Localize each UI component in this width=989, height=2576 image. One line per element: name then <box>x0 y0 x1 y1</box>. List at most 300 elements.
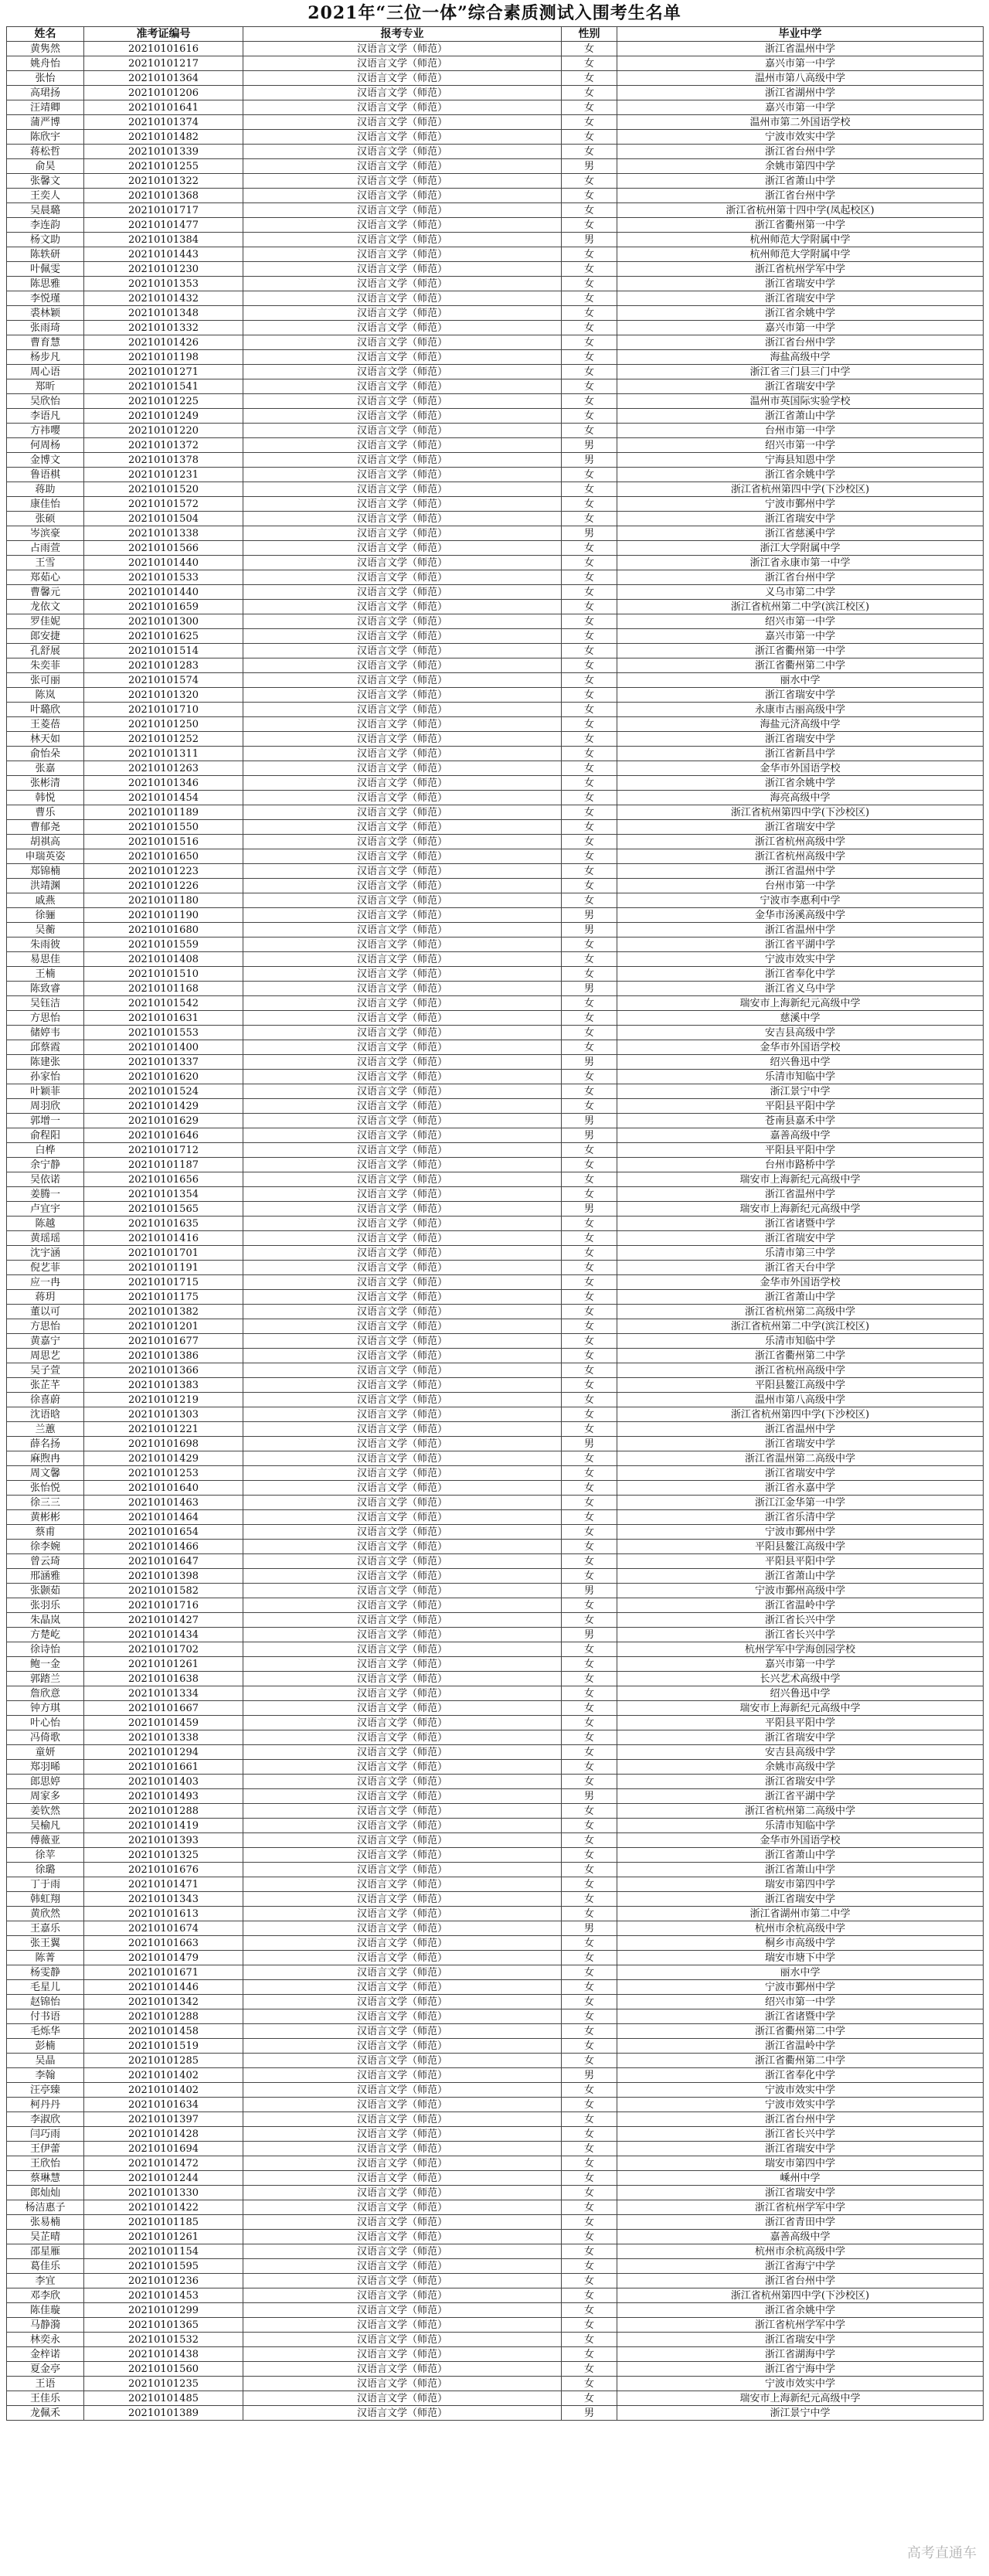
cell-major: 汉语言文学（师范） <box>243 1437 562 1451</box>
cell-major: 汉语言文学（师范） <box>243 1334 562 1349</box>
table-row <box>7 203 984 218</box>
cell-name: 李连韵 <box>7 218 84 233</box>
cell-name: 李悦瑾 <box>7 291 84 306</box>
cell-school: 浙江省宁海中学 <box>617 2362 984 2377</box>
cell-gender: 女 <box>562 497 617 512</box>
cell-school: 浙江省瑞安中学 <box>617 277 984 291</box>
cell-major: 汉语言文学（师范） <box>243 1070 562 1084</box>
cell-gender: 男 <box>562 1437 617 1451</box>
cell-major: 汉语言文学（师范） <box>243 1921 562 1936</box>
cell-exam-id: 20210101472 <box>84 2156 243 2171</box>
table-row <box>7 2303 984 2318</box>
cell-school: 浙江大学附属中学 <box>617 541 984 556</box>
cell-exam-id: 20210101485 <box>84 2391 243 2406</box>
cell-major: 汉语言文学（师范） <box>243 1701 562 1716</box>
cell-gender: 女 <box>562 1451 617 1466</box>
cell-major: 汉语言文学（师范） <box>243 1099 562 1114</box>
cell-name: 黄瑶瑶 <box>7 1231 84 1246</box>
cell-name: 赵锦怡 <box>7 1995 84 2009</box>
cell-exam-id: 20210101303 <box>84 1407 243 1422</box>
cell-name: 陈思雅 <box>7 277 84 291</box>
cell-major: 汉语言文学（师范） <box>243 952 562 967</box>
cell-school: 绍兴市第一中学 <box>617 1995 984 2009</box>
cell-exam-id: 20210101389 <box>84 2406 243 2421</box>
cell-gender: 女 <box>562 1393 617 1407</box>
cell-gender: 女 <box>562 394 617 409</box>
cell-school: 浙江省台州中学 <box>617 2274 984 2288</box>
cell-exam-id: 20210101338 <box>84 526 243 541</box>
cell-exam-id: 20210101374 <box>84 115 243 130</box>
cell-name: 王菱蓓 <box>7 717 84 732</box>
cell-school: 嘉兴市第一中学 <box>617 629 984 644</box>
cell-name: 郎思婷 <box>7 1775 84 1789</box>
cell-name: 陈欣宇 <box>7 130 84 145</box>
cell-name: 周家多 <box>7 1789 84 1804</box>
cell-name: 张可丽 <box>7 673 84 688</box>
table-row <box>7 1584 984 1598</box>
cell-gender: 女 <box>562 747 617 761</box>
cell-school: 宁波市效实中学 <box>617 2083 984 2098</box>
cell-exam-id: 20210101656 <box>84 1172 243 1187</box>
cell-name: 余宁静 <box>7 1158 84 1172</box>
cell-gender: 女 <box>562 1980 617 1995</box>
cell-major: 汉语言文学（师范） <box>243 1084 562 1099</box>
cell-exam-id: 20210101646 <box>84 1128 243 1143</box>
cell-major: 汉语言文学（师范） <box>243 2098 562 2112</box>
cell-exam-id: 20210101300 <box>84 614 243 629</box>
cell-name: 曹乐 <box>7 805 84 820</box>
cell-major: 汉语言文学（师范） <box>243 1613 562 1628</box>
cell-name: 童妍 <box>7 1745 84 1760</box>
cell-exam-id: 20210101342 <box>84 1995 243 2009</box>
cell-school: 浙江省奉化中学 <box>617 2068 984 2083</box>
table-row <box>7 130 984 145</box>
cell-name: 汪亭臻 <box>7 2083 84 2098</box>
cell-exam-id: 20210101294 <box>84 1745 243 1760</box>
cell-gender: 女 <box>562 2112 617 2127</box>
cell-major: 汉语言文学（师范） <box>243 218 562 233</box>
cell-school: 浙江省温州第二高级中学 <box>617 1451 984 1466</box>
cell-exam-id: 20210101453 <box>84 2288 243 2303</box>
table-row <box>7 1305 984 1319</box>
cell-exam-id: 20210101189 <box>84 805 243 820</box>
cell-exam-id: 20210101206 <box>84 86 243 100</box>
cell-exam-id: 20210101168 <box>84 982 243 996</box>
table-row <box>7 277 984 291</box>
cell-name: 郑茹心 <box>7 570 84 585</box>
cell-name: 张嘉 <box>7 761 84 776</box>
table-row <box>7 1760 984 1775</box>
cell-major: 汉语言文学（师范） <box>243 2377 562 2391</box>
cell-major: 汉语言文学（师范） <box>243 1584 562 1598</box>
cell-gender: 女 <box>562 262 617 277</box>
table-row <box>7 1172 984 1187</box>
cell-name: 高珺扬 <box>7 86 84 100</box>
table-row <box>7 1833 984 1848</box>
cell-exam-id: 20210101250 <box>84 717 243 732</box>
cell-exam-id: 20210101550 <box>84 820 243 835</box>
table-row <box>7 1349 984 1363</box>
cell-exam-id: 20210101191 <box>84 1261 243 1275</box>
cell-school: 浙江省杭州第二中学(滨江校区) <box>617 600 984 614</box>
table-row <box>7 1422 984 1437</box>
cell-major: 汉语言文学（师范） <box>243 1995 562 2009</box>
cell-major: 汉语言文学（师范） <box>243 2083 562 2098</box>
cell-name: 陈建张 <box>7 1055 84 1070</box>
cell-school: 金华市汤溪高级中学 <box>617 908 984 923</box>
cell-name: 张易楠 <box>7 2215 84 2230</box>
cell-school: 乐清市知临中学 <box>617 1819 984 1833</box>
cell-name: 陈佳璇 <box>7 2303 84 2318</box>
cell-exam-id: 20210101647 <box>84 1554 243 1569</box>
table-row <box>7 1011 984 1026</box>
cell-gender: 女 <box>562 688 617 703</box>
table-row <box>7 1701 984 1716</box>
cell-name: 张雨琦 <box>7 321 84 335</box>
cell-major: 汉语言文学（师范） <box>243 732 562 747</box>
cell-name: 申瑞英姿 <box>7 849 84 864</box>
table-row <box>7 2186 984 2200</box>
table-row <box>7 71 984 86</box>
table-row <box>7 2054 984 2068</box>
cell-exam-id: 20210101659 <box>84 600 243 614</box>
table-body <box>7 42 984 2421</box>
cell-exam-id: 20210101223 <box>84 864 243 879</box>
cell-name: 方祎嘤 <box>7 424 84 438</box>
cell-major: 汉语言文学（师范） <box>243 717 562 732</box>
cell-major: 汉语言文学（师范） <box>243 703 562 717</box>
cell-name: 沈宇涵 <box>7 1246 84 1261</box>
cell-gender: 女 <box>562 174 617 189</box>
cell-major: 汉语言文学（师范） <box>243 2274 562 2288</box>
cell-school: 乐清市知临中学 <box>617 1334 984 1349</box>
cell-gender: 女 <box>562 849 617 864</box>
cell-school: 浙江省温岭中学 <box>617 2039 984 2054</box>
cell-name: 麻煦冉 <box>7 1451 84 1466</box>
cell-gender: 男 <box>562 438 617 453</box>
table-row <box>7 1246 984 1261</box>
cell-name: 钟方琪 <box>7 1701 84 1716</box>
table-row <box>7 453 984 468</box>
cell-gender: 女 <box>562 1657 617 1672</box>
cell-major: 汉语言文学（师范） <box>243 1363 562 1378</box>
table-row <box>7 233 984 247</box>
cell-school: 浙江省瑞安中学 <box>617 291 984 306</box>
cell-major: 汉语言文学（师范） <box>243 174 562 189</box>
cell-exam-id: 20210101520 <box>84 482 243 497</box>
cell-gender: 女 <box>562 2098 617 2112</box>
cell-exam-id: 20210101629 <box>84 1114 243 1128</box>
cell-gender: 女 <box>562 218 617 233</box>
table-row <box>7 1672 984 1686</box>
cell-exam-id: 20210101343 <box>84 1892 243 1907</box>
cell-gender: 女 <box>562 2024 617 2039</box>
cell-gender: 女 <box>562 879 617 893</box>
cell-name: 朱奕菲 <box>7 658 84 673</box>
cell-exam-id: 20210101671 <box>84 1965 243 1980</box>
cell-gender: 女 <box>562 1745 617 1760</box>
cell-school: 瑞安市上海新纪元高级中学 <box>617 1172 984 1187</box>
cell-major: 汉语言文学（师范） <box>243 1789 562 1804</box>
cell-exam-id: 20210101198 <box>84 350 243 365</box>
cell-gender: 女 <box>562 1598 617 1613</box>
cell-gender: 女 <box>562 409 617 424</box>
cell-major: 汉语言文学（师范） <box>243 2039 562 2054</box>
cell-name: 朱雨彼 <box>7 938 84 952</box>
cell-exam-id: 20210101332 <box>84 321 243 335</box>
cell-gender: 女 <box>562 1305 617 1319</box>
cell-major: 汉语言文学（师范） <box>243 1965 562 1980</box>
cell-major: 汉语言文学（师范） <box>243 1202 562 1217</box>
table-row <box>7 2083 984 2098</box>
cell-major: 汉语言文学（师范） <box>243 1833 562 1848</box>
table-row <box>7 1892 984 1907</box>
cell-school: 浙江省杭州第二高级中学 <box>617 1305 984 1319</box>
cell-gender: 女 <box>562 2127 617 2142</box>
cell-gender: 女 <box>562 2039 617 2054</box>
cell-major: 汉语言文学（师范） <box>243 203 562 218</box>
cell-exam-id: 20210101516 <box>84 835 243 849</box>
cell-major: 汉语言文学（师范） <box>243 350 562 365</box>
cell-name: 郭踏兰 <box>7 1672 84 1686</box>
table-row <box>7 1217 984 1231</box>
cell-exam-id: 20210101397 <box>84 2112 243 2127</box>
table-row <box>7 585 984 600</box>
cell-school: 浙江省永康市第一中学 <box>617 556 984 570</box>
cell-school: 浙江省湖州市第二中学 <box>617 1907 984 1921</box>
table-row <box>7 1451 984 1466</box>
cell-name: 吴芷晴 <box>7 2230 84 2244</box>
cell-exam-id: 20210101402 <box>84 2083 243 2098</box>
table-row <box>7 1275 984 1290</box>
cell-major: 汉语言文学（师范） <box>243 394 562 409</box>
cell-major: 汉语言文学（师范） <box>243 556 562 570</box>
cell-exam-id: 20210101677 <box>84 1334 243 1349</box>
cell-gender: 男 <box>562 1921 617 1936</box>
cell-gender: 女 <box>562 145 617 159</box>
cell-school: 浙江省瑞安中学 <box>617 1437 984 1451</box>
table-row <box>7 776 984 791</box>
cell-exam-id: 20210101625 <box>84 629 243 644</box>
cell-name: 吴晶 <box>7 2054 84 2068</box>
cell-name: 郎安捷 <box>7 629 84 644</box>
cell-school: 宁波市李惠利中学 <box>617 893 984 908</box>
cell-gender: 女 <box>562 42 617 56</box>
cell-gender: 女 <box>562 835 617 849</box>
table-row <box>7 2039 984 2054</box>
cell-name: 蔡琳慧 <box>7 2171 84 2186</box>
cell-major: 汉语言文学（师范） <box>243 233 562 247</box>
table-row <box>7 1114 984 1128</box>
cell-major: 汉语言文学（师范） <box>243 1275 562 1290</box>
cell-exam-id: 20210101426 <box>84 335 243 350</box>
cell-gender: 女 <box>562 938 617 952</box>
cell-major: 汉语言文学（师范） <box>243 600 562 614</box>
cell-name: 鲁语棋 <box>7 468 84 482</box>
cell-major: 汉语言文学（师范） <box>243 2068 562 2083</box>
table-row <box>7 1686 984 1701</box>
cell-name: 徐李婉 <box>7 1540 84 1554</box>
cell-major: 汉语言文学（师范） <box>243 1540 562 1554</box>
table-row <box>7 335 984 350</box>
cell-major: 汉语言文学（师范） <box>243 1510 562 1525</box>
table-row <box>7 1775 984 1789</box>
cell-name: 张馨文 <box>7 174 84 189</box>
cell-school: 瑞安市上海新纪元高级中学 <box>617 996 984 1011</box>
table-row <box>7 1319 984 1334</box>
cell-exam-id: 20210101667 <box>84 1701 243 1716</box>
table-row <box>7 1995 984 2009</box>
cell-school: 浙江省杭州学军中学 <box>617 2200 984 2215</box>
cell-exam-id: 20210101299 <box>84 2303 243 2318</box>
table-row <box>7 321 984 335</box>
cell-school: 安吉县高级中学 <box>617 1745 984 1760</box>
cell-gender: 女 <box>562 2391 617 2406</box>
cell-gender: 女 <box>562 1496 617 1510</box>
cell-school: 浙江省衢州第二中学 <box>617 2024 984 2039</box>
cell-exam-id: 20210101364 <box>84 71 243 86</box>
cell-school: 浙江省杭州高级中学 <box>617 849 984 864</box>
cell-gender: 女 <box>562 277 617 291</box>
table-row <box>7 982 984 996</box>
cell-school: 浙江省湖州中学 <box>617 86 984 100</box>
cell-school: 浙江省瑞安中学 <box>617 2142 984 2156</box>
cell-school: 浙江省瑞安中学 <box>617 1466 984 1481</box>
cell-gender: 男 <box>562 923 617 938</box>
cell-gender: 女 <box>562 1407 617 1422</box>
cell-school: 浙江省萧山中学 <box>617 409 984 424</box>
cell-name: 李语凡 <box>7 409 84 424</box>
cell-name: 韩虹翔 <box>7 1892 84 1907</box>
cell-gender: 男 <box>562 526 617 541</box>
cell-gender: 女 <box>562 952 617 967</box>
cell-gender: 女 <box>562 512 617 526</box>
cell-gender: 女 <box>562 1804 617 1819</box>
cell-exam-id: 20210101638 <box>84 1672 243 1686</box>
cell-gender: 女 <box>562 1275 617 1290</box>
cell-name: 张彬清 <box>7 776 84 791</box>
cell-name: 孙家怡 <box>7 1070 84 1084</box>
cell-exam-id: 20210101631 <box>84 1011 243 1026</box>
cell-exam-id: 20210101565 <box>84 1202 243 1217</box>
table-row <box>7 2127 984 2142</box>
table-row <box>7 2068 984 2083</box>
cell-school: 宁波市鄞州中学 <box>617 1980 984 1995</box>
cell-exam-id: 20210101285 <box>84 2054 243 2068</box>
cell-gender: 男 <box>562 1202 617 1217</box>
cell-school: 浙江省杭州第二中学(滨江校区) <box>617 1319 984 1334</box>
cell-name: 方思怡 <box>7 1011 84 1026</box>
cell-gender: 女 <box>562 1040 617 1055</box>
table-row <box>7 1084 984 1099</box>
cell-major: 汉语言文学（师范） <box>243 938 562 952</box>
table-row <box>7 159 984 174</box>
cell-school: 宁波市鄞州中学 <box>617 1525 984 1540</box>
cell-major: 汉语言文学（师范） <box>243 2112 562 2127</box>
cell-exam-id: 20210101325 <box>84 1848 243 1863</box>
cell-school: 浙江景宁中学 <box>617 2406 984 2421</box>
cell-name: 易思佳 <box>7 952 84 967</box>
cell-school: 浙江省衢州第一中学 <box>617 218 984 233</box>
cell-gender: 女 <box>562 1936 617 1951</box>
cell-school: 浙江省余姚中学 <box>617 468 984 482</box>
cell-school: 浙江省衢州第一中学 <box>617 644 984 658</box>
cell-school: 杭州学军中学海创园学校 <box>617 1642 984 1657</box>
cell-exam-id: 20210101365 <box>84 2318 243 2333</box>
cell-exam-id: 20210101477 <box>84 218 243 233</box>
cell-exam-id: 20210101532 <box>84 2333 243 2347</box>
cell-name: 杨雯静 <box>7 1965 84 1980</box>
cell-gender: 女 <box>562 2009 617 2024</box>
cell-exam-id: 20210101230 <box>84 262 243 277</box>
cell-name: 李翰 <box>7 2068 84 2083</box>
cell-gender: 女 <box>562 1951 617 1965</box>
cell-school: 浙江省天台中学 <box>617 1261 984 1275</box>
cell-name: 叶璐欣 <box>7 703 84 717</box>
table-row <box>7 306 984 321</box>
cell-school: 嘉兴市第一中学 <box>617 100 984 115</box>
cell-gender: 女 <box>562 2186 617 2200</box>
table-row <box>7 2259 984 2274</box>
cell-school: 浙江省杭州学军中学 <box>617 262 984 277</box>
cell-name: 徐骊 <box>7 908 84 923</box>
cell-gender: 女 <box>562 321 617 335</box>
cell-major: 汉语言文学（师范） <box>243 541 562 556</box>
cell-gender: 女 <box>562 717 617 732</box>
cell-exam-id: 20210101261 <box>84 1657 243 1672</box>
cell-school: 绍兴鲁迅中学 <box>617 1686 984 1701</box>
cell-major: 汉语言文学（师范） <box>243 1496 562 1510</box>
cell-school: 平阳县平阳中学 <box>617 1099 984 1114</box>
cell-exam-id: 20210101574 <box>84 673 243 688</box>
cell-gender: 女 <box>562 468 617 482</box>
cell-major: 汉语言文学（师范） <box>243 1217 562 1231</box>
cell-major: 汉语言文学（师范） <box>243 365 562 379</box>
cell-major: 汉语言文学（师范） <box>243 2259 562 2274</box>
cell-name: 张怡 <box>7 71 84 86</box>
cell-name: 郭增一 <box>7 1114 84 1128</box>
cell-gender: 女 <box>562 1363 617 1378</box>
cell-major: 汉语言文学（师范） <box>243 673 562 688</box>
table-row <box>7 56 984 71</box>
cell-school: 浙江省长兴中学 <box>617 2127 984 2142</box>
cell-name: 戚燕 <box>7 893 84 908</box>
table-row <box>7 879 984 893</box>
cell-name: 王佳乐 <box>7 2391 84 2406</box>
cell-name: 蒋玥 <box>7 1290 84 1305</box>
cell-exam-id: 20210101231 <box>84 468 243 482</box>
cell-gender: 女 <box>562 1965 617 1980</box>
cell-name: 方思怡 <box>7 1319 84 1334</box>
cell-name: 洪靖渊 <box>7 879 84 893</box>
cell-name: 邓李欣 <box>7 2288 84 2303</box>
cell-gender: 女 <box>562 1158 617 1172</box>
cell-exam-id: 20210101466 <box>84 1540 243 1554</box>
cell-school: 杭州师范大学附属中学 <box>617 233 984 247</box>
cell-name: 曹育慧 <box>7 335 84 350</box>
cell-exam-id: 20210101330 <box>84 2186 243 2200</box>
table-row <box>7 1202 984 1217</box>
cell-name: 沈语晗 <box>7 1407 84 1422</box>
cell-gender: 女 <box>562 2377 617 2391</box>
cell-gender: 女 <box>562 189 617 203</box>
cell-major: 汉语言文学（师范） <box>243 100 562 115</box>
cell-major: 汉语言文学（师范） <box>243 1877 562 1892</box>
cell-exam-id: 20210101408 <box>84 952 243 967</box>
cell-school: 浙江省温州中学 <box>617 1422 984 1437</box>
table-row <box>7 1510 984 1525</box>
cell-exam-id: 20210101226 <box>84 879 243 893</box>
